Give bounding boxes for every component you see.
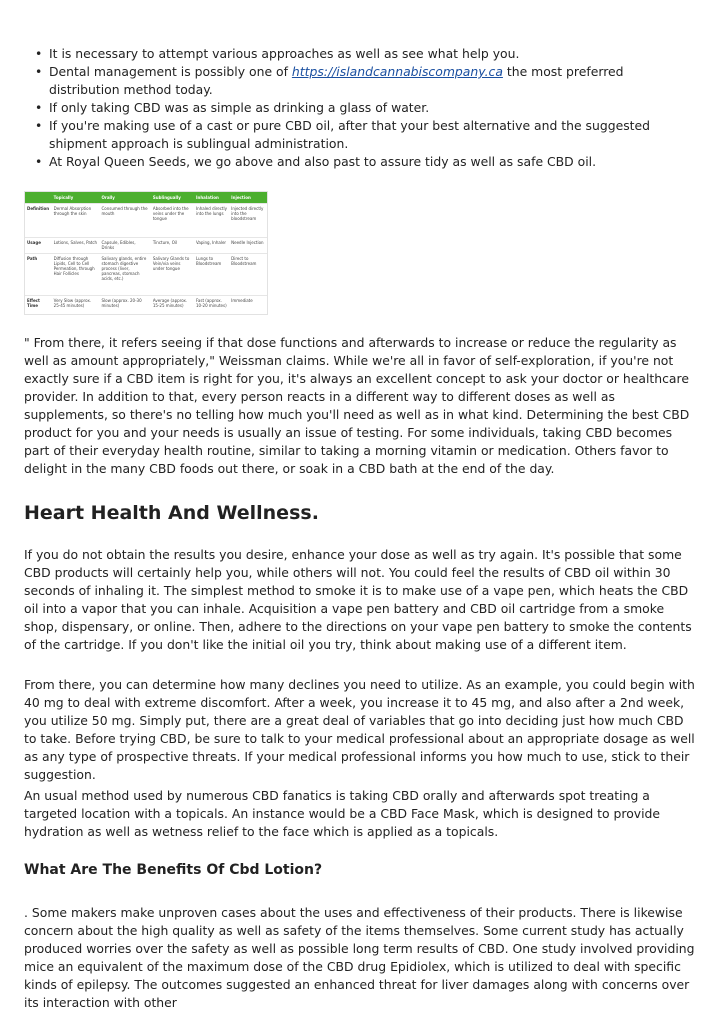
table-header-cell: Topically bbox=[52, 192, 100, 204]
table-header-cell bbox=[25, 192, 52, 204]
table-cell: Slow (approx. 20-30 minutes) bbox=[99, 296, 150, 316]
table-cell: Average (approx. 15-25 minutes) bbox=[151, 296, 194, 316]
table-cell: Diffusion through Lipids, Cell to Cell Permeation, through Hair Follicles bbox=[52, 254, 100, 296]
table-header-cell: Sublingually bbox=[151, 192, 194, 204]
table-header-row bbox=[25, 192, 267, 204]
bullet-item: • If you're making use of a cast or pure CBD oil, after that your best alternative and the suggested shipment approach is sublingual administration. bbox=[35, 117, 675, 153]
table-cell: Absorbed into the veins under the tongue bbox=[151, 204, 194, 238]
bullet-list bbox=[35, 45, 675, 171]
table-header-cell: Inhalation bbox=[194, 192, 229, 204]
table-cell: Tincture, Oil bbox=[151, 238, 194, 254]
table-row bbox=[25, 238, 267, 254]
table-cell: Immediate bbox=[229, 296, 267, 316]
bullet-item: • It is necessary to attempt various approaches as well as see what help you. bbox=[35, 45, 675, 63]
bullet-item: • If only taking CBD was as simple as drinking a glass of water. bbox=[35, 99, 675, 117]
table-cell: Capsule, Edibles, Drinks bbox=[99, 238, 150, 254]
table-cell: Inhaled directly into the lungs bbox=[194, 204, 229, 238]
table-cell: Fast (approx. 10-20 minutes) bbox=[194, 296, 229, 316]
table-cell: Injected directly into the bloodstream bbox=[229, 204, 267, 238]
table-row-header: Effect Time bbox=[25, 296, 52, 316]
table-cell: Dermal Absorption through the skin bbox=[52, 204, 100, 238]
body-paragraph: " From there, it refers seeing if that dose functions and afterwards to increase or reduce the regularity as well as amount appropriately," Weissman claims. While we're all in favor of self-exploration, if you're not exactly sure if a CBD item is right for you, it's always an excellent concept to ask your doctor or healthcare provider. In addition to that, every person reacts in a different way to different doses as well as supplements, so there's no telling how much you'll need as well as in what kind. Determining the best CBD product for you and your needs is usually an issue of testing. For some individuals, taking CBD becomes part of their everyday health routine, similar to taking a morning vitamin or medication. Others favor to delight in the many CBD foods out there, or soak in a CBD bath at the end of the day. bbox=[24, 335, 690, 476]
table-cell: Consumed through the mouth bbox=[99, 204, 150, 238]
table-header-cell: Orally bbox=[99, 192, 150, 204]
table-cell: Salivary glands, entire stomach digestive process (liver, pancreas, stomach acids, etc.) bbox=[99, 254, 150, 296]
subsection-heading: What Are The Benefits Of Cbd Lotion? bbox=[24, 862, 323, 878]
table-row-header: Path bbox=[25, 254, 52, 296]
table-row bbox=[25, 254, 267, 296]
body-paragraph: From there, you can determine how many declines you need to utilize. As an example, you could begin with 40 mg to deal with extreme discomfort. After a week, you increase it to 45 mg, and also after a 2nd week, you utilize 50 mg. Simply put, there are a great deal of variables that go into deciding just how much CBD to take. Before trying CBD, be sure to talk to your medical professional about an appropriate dosage as well as any type of prospective threats. If your medical professional informs you how much to use, stick to their suggestion. bbox=[24, 677, 695, 782]
table-row bbox=[25, 296, 267, 316]
table-header-cell: Injection bbox=[229, 192, 267, 204]
table-cell: Lotions, Salves, Patch bbox=[52, 238, 100, 254]
section-heading: Heart Health And Wellness. bbox=[24, 502, 319, 524]
cbd-methods-table-image bbox=[24, 191, 268, 315]
body-paragraph: If you do not obtain the results you desire, enhance your dose as well as try again. It's possible that some CBD products will certainly help you, while others will not. You could feel the results of CBD oil within 30 seconds of inhaling it. The simplest method to smoke it is to make use of a vape pen, which heats the CBD oil into a vapor that you can inhale. Acquisition a vape pen battery and CBD oil cartridge from a smoke shop, dispensary, or online. Then, adhere to the directions on your vape pen battery to smoke the contents of the cartridge. If you don't like the initial oil you try, think about making use of a different item. bbox=[24, 547, 692, 652]
table-row bbox=[25, 204, 267, 238]
table-cell: Direct to Bloodstream bbox=[229, 254, 267, 296]
table-cell: Needle Injection bbox=[229, 238, 267, 254]
bullet-item: • At Royal Queen Seeds, we go above and also past to assure tidy as well as safe CBD oil. bbox=[35, 153, 675, 171]
table-row-header: Definition bbox=[25, 204, 52, 238]
table-cell: Lungs to Bloodstream bbox=[194, 254, 229, 296]
table-cell: Vaping, Inhaler bbox=[194, 238, 229, 254]
body-paragraph: . Some makers make unproven cases about the uses and effectiveness of their products. There is likewise concern about the high quality as well as safety of the items themselves. Some current study has actually produced worries over the safety as well as possible long term results of CBD. One study involved providing mice an equivalent of the maximum dose of the CBD drug Epidiolex, which is utilized to deal with specific kinds of epilepsy. The outcomes suggested an enhanced threat for liver damages along with concerns over its interaction with other bbox=[24, 905, 695, 1010]
cbd-methods-table bbox=[25, 192, 267, 315]
table-cell: Salivary Glands to Vein/via veins under tongue bbox=[151, 254, 194, 296]
body-paragraph: An usual method used by numerous CBD fanatics is taking CBD orally and afterwards spot treating a targeted location with a topicals. An instance would be a CBD Face Mask, which is designed to provide hydration as well as wetness relief to the face which is applied as a topicals. bbox=[24, 788, 661, 839]
table-cell: Very Slow (approx. 25-45 minutes) bbox=[52, 296, 100, 316]
islandcannabis-link[interactable]: https://islandcannabiscompany.ca bbox=[291, 64, 503, 79]
bullet-item: • Dental management is possibly one of https://islandcannabiscompany.ca the most preferred distribution method today. bbox=[35, 63, 675, 99]
table-row-header: Usage bbox=[25, 238, 52, 254]
